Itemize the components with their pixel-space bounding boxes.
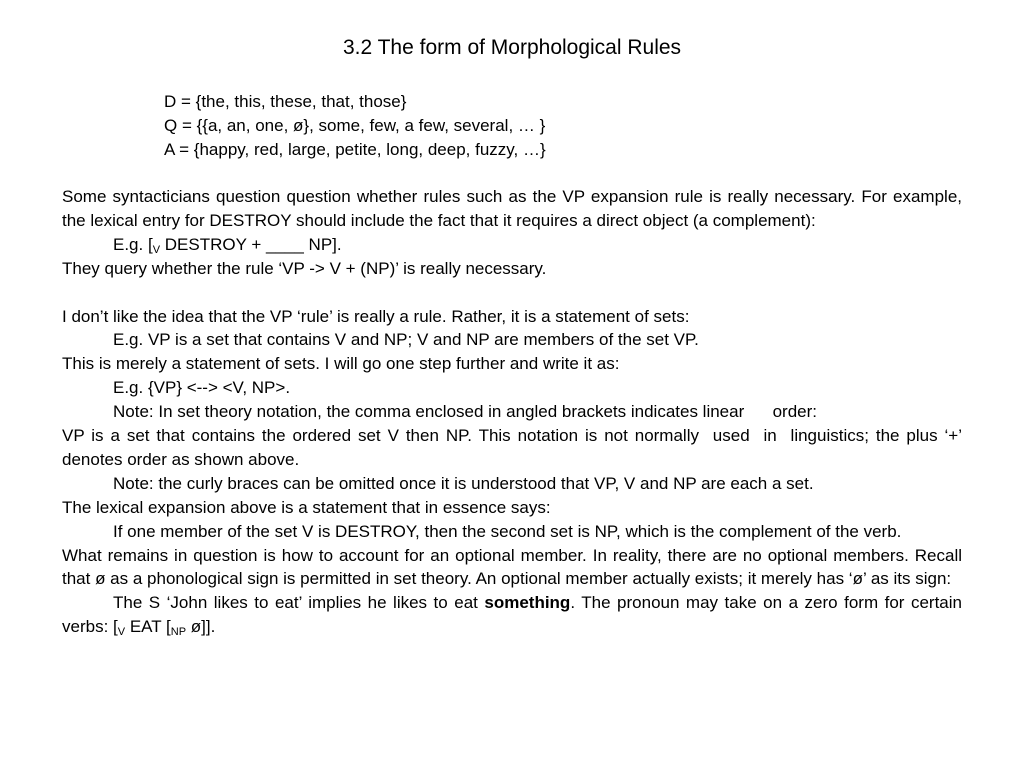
paragraph: VP is a set that contains the ordered set V then NP. This notation is not normally used in linguistics; the plus ‘+’ denotes order as shown above.: [62, 426, 967, 469]
set-q: Q = {{a, an, one, ø}, some, few, a few, several, … }: [164, 116, 546, 135]
indented-paragraph: If one member of the set V is DESTROY, then the second set is NP, which is the complement of the verb.: [113, 521, 902, 541]
text-run: DESTROY + ____ NP].: [160, 234, 342, 254]
spacer: [62, 281, 962, 305]
example-line: E.g. {VP} <--> <V, NP>.: [113, 378, 291, 398]
slide-title: 3.2 The form of Morphological Rules: [342, 36, 682, 59]
paragraph: The lexical expansion above is a statement that in essence says:: [62, 497, 551, 517]
note-line: Note: the curly braces can be omitted once it is understood that VP, V and NP are each a set.: [113, 473, 814, 493]
text-run: ø]].: [186, 617, 216, 637]
text-run: The S ‘John likes to eat’ implies he likes to eat: [113, 593, 485, 613]
subscript: V: [152, 243, 161, 256]
paragraph: What remains in question is how to account for an optional member. In reality, there are no optional members. Recall that ø as a phonological sign is permitted in set theory. An optional member actually exists; it merely has ‘ø’ as its sign:: [62, 545, 962, 589]
bold-text: something: [484, 593, 571, 613]
subscript: V: [117, 626, 126, 639]
set-d: D = {the, this, these, that, those}: [164, 92, 407, 111]
paragraph: They query whether the rule ‘VP -> V + (NP)’ is really necessary.: [62, 258, 547, 278]
text-run: EAT [: [125, 617, 171, 637]
paragraph: This is merely a statement of sets. I will go one step further and write it as:: [62, 354, 620, 374]
paragraph: [62, 591, 962, 639]
text-run: E.g. [: [113, 234, 153, 254]
paragraph: I don’t like the idea that the VP ‘rule’ is really a rule. Rather, it is a statement of sets:: [62, 306, 690, 326]
note-line: Note: In set theory notation, the comma enclosed in angled brackets indicates linear order:: [113, 402, 817, 422]
body-text: [62, 185, 967, 639]
subscript: NP: [170, 626, 187, 639]
paragraph: Some syntacticians question question whether rules such as the VP expansion rule is really necessary. For example, the lexical entry for DESTROY should include the fact that it requires a direct object (a complement):: [62, 187, 962, 230]
example-line: [62, 233, 962, 257]
example-line: E.g. VP is a set that contains V and NP; V and NP are members of the set VP.: [113, 330, 699, 350]
set-a: A = {happy, red, large, petite, long, deep, fuzzy, …}: [164, 140, 546, 159]
set-definitions: [164, 90, 546, 162]
text-run: . The pronoun may take on a zero form for certain verbs: [: [62, 593, 962, 637]
